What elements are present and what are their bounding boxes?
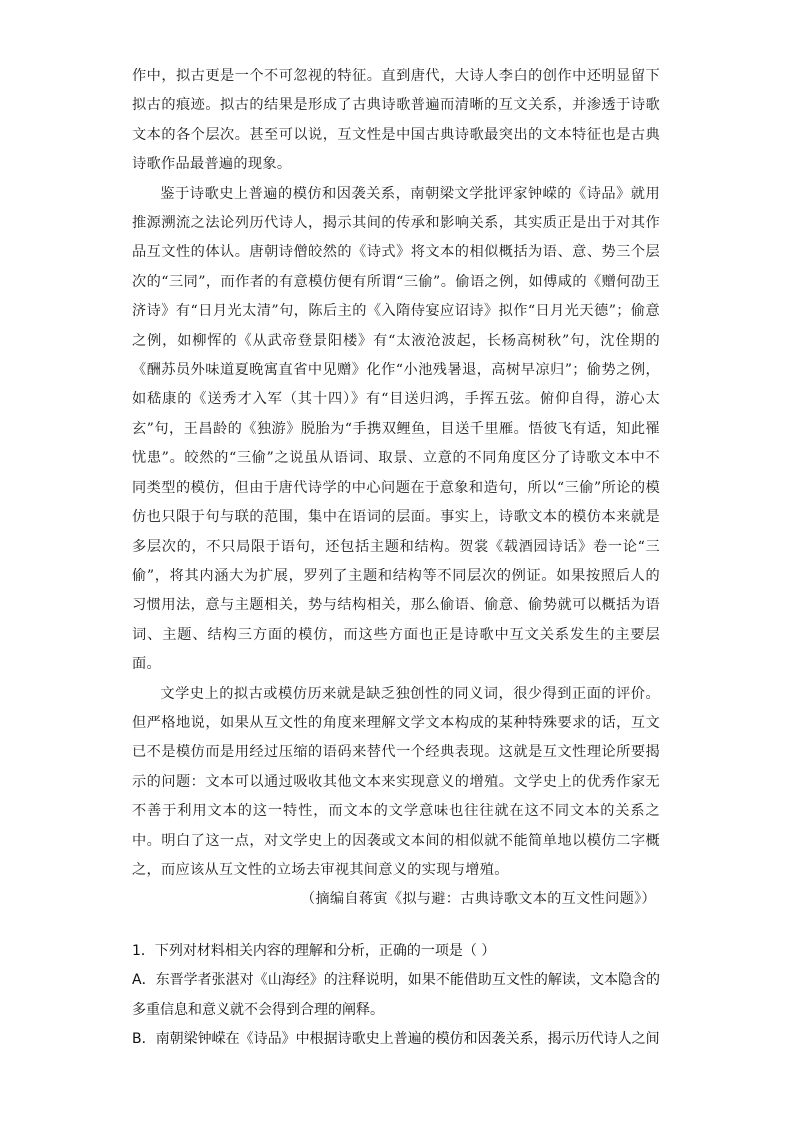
- passage-paragraph-3: 文学史上的拟古或模仿历来就是缺乏独创性的同义词，很少得到正面的评价。但严格地说，如果从互文性的角度来理解文学文本构成的某种特殊要求的话，互文已不是模仿而是用经过压缩的语码来替代一个经典表现。这就是互文性理论所要揭示的问题：文本可以通过吸收其他文本来实现意义的增殖。文学史上的优秀作家无不善于利用文本的这一特性，而文本的文学意味也往往就在这不同文本的关系之中。明白了这一点，对文学史上的因袭或文本间的相似就不能简单地以模仿二字概之，而应该从互文性的立场去审视其间意义的实现与增殖。: [132, 685, 660, 878]
- question-option-b: B．南朝梁钟嵘在《诗品》中根据诗歌史上普遍的模仿和因袭关系，揭示历代诗人之间: [132, 1031, 660, 1048]
- passage-citation: （摘编自蒋寅《拟与避：古典诗歌文本的互文性问题》）: [300, 891, 656, 908]
- passage-paragraph-2: 鉴于诗歌史上普遍的模仿和因袭关系，南朝梁文学批评家钟嵘的《诗品》就用推源溯流之法论列历代诗人，揭示其间的传承和影响关系，其实质正是出于对其作品互文性的体认。唐朝诗僧皎然的《诗式》将文本的相似概括为语、意、势三个层次的“三同”，而作者的有意模仿便有所谓“三偷”。偷语之例，如傅咸的《赠何劭王济诗》有“日月光太清”句，陈后主的《入隋侍宴应诏诗》拟作“日月光天德”；偷意之例，如柳恽的《从武帝登景阳楼》有“太液沧波起，长杨高树秋”句，沈佺期的《酬苏员外味道夏晚寓直省中见赠》化作“小池残暑退，高树早凉归”；偷势之例，如嵇康的《送秀才入军（其十四）》有“目送归鸿，手挥五弦。俯仰自得，游心太玄”句，王昌龄的《独游》脱胎为“手携双鲤鱼，目送千里雁。悟彼飞有适，知此罹忧患”。皎然的“三偷”之说虽从语词、取景、立意的不同角度区分了诗歌文本中不同类型的模仿，但由于唐代诗学的中心问题在于意象和造句，所以“三偷”所论的模仿也只限于句与联的范围，集中在语词的层面。事实上，诗歌文本的模仿本来就是多层次的，不只局限于语句，还包括主题和结构。贺裳《载酒园诗话》卷一论“三偷”，将其内涵大为扩展，罗列了主题和结构等不同层次的例证。如果按照后人的习惯用法，意与主题相关，势与结构相关，那么偷语、偷意、偷势就可以概括为语词、主题、结构三方面的模仿，而这些方面也正是诗歌中互文关系发生的主要层面。: [132, 185, 660, 673]
- reading-passage: [132, 62, 660, 915]
- passage-paragraph-1: 作中，拟古更是一个不可忽视的特征。直到唐代，大诗人李白的创作中还明显留下拟古的痕迹。拟古的结果是形成了古典诗歌普遍而清晰的互文关系，并渗透于诗歌文本的各个层次。甚至可以说，互文性是中国古典诗歌最突出的文本特征也是古典诗歌作品最普遍的现象。: [132, 68, 660, 173]
- question-option-a: A．东晋学者张湛对《山海经》的注释说明，如果不能借助互文性的解读，文本隐含的多重信息和意义就不会得到合理的阐释。: [132, 972, 660, 1018]
- question-stem: 1．下列对材料相关内容的理解和分析，正确的一项是（ ）: [132, 943, 496, 959]
- question-block: [132, 937, 660, 1055]
